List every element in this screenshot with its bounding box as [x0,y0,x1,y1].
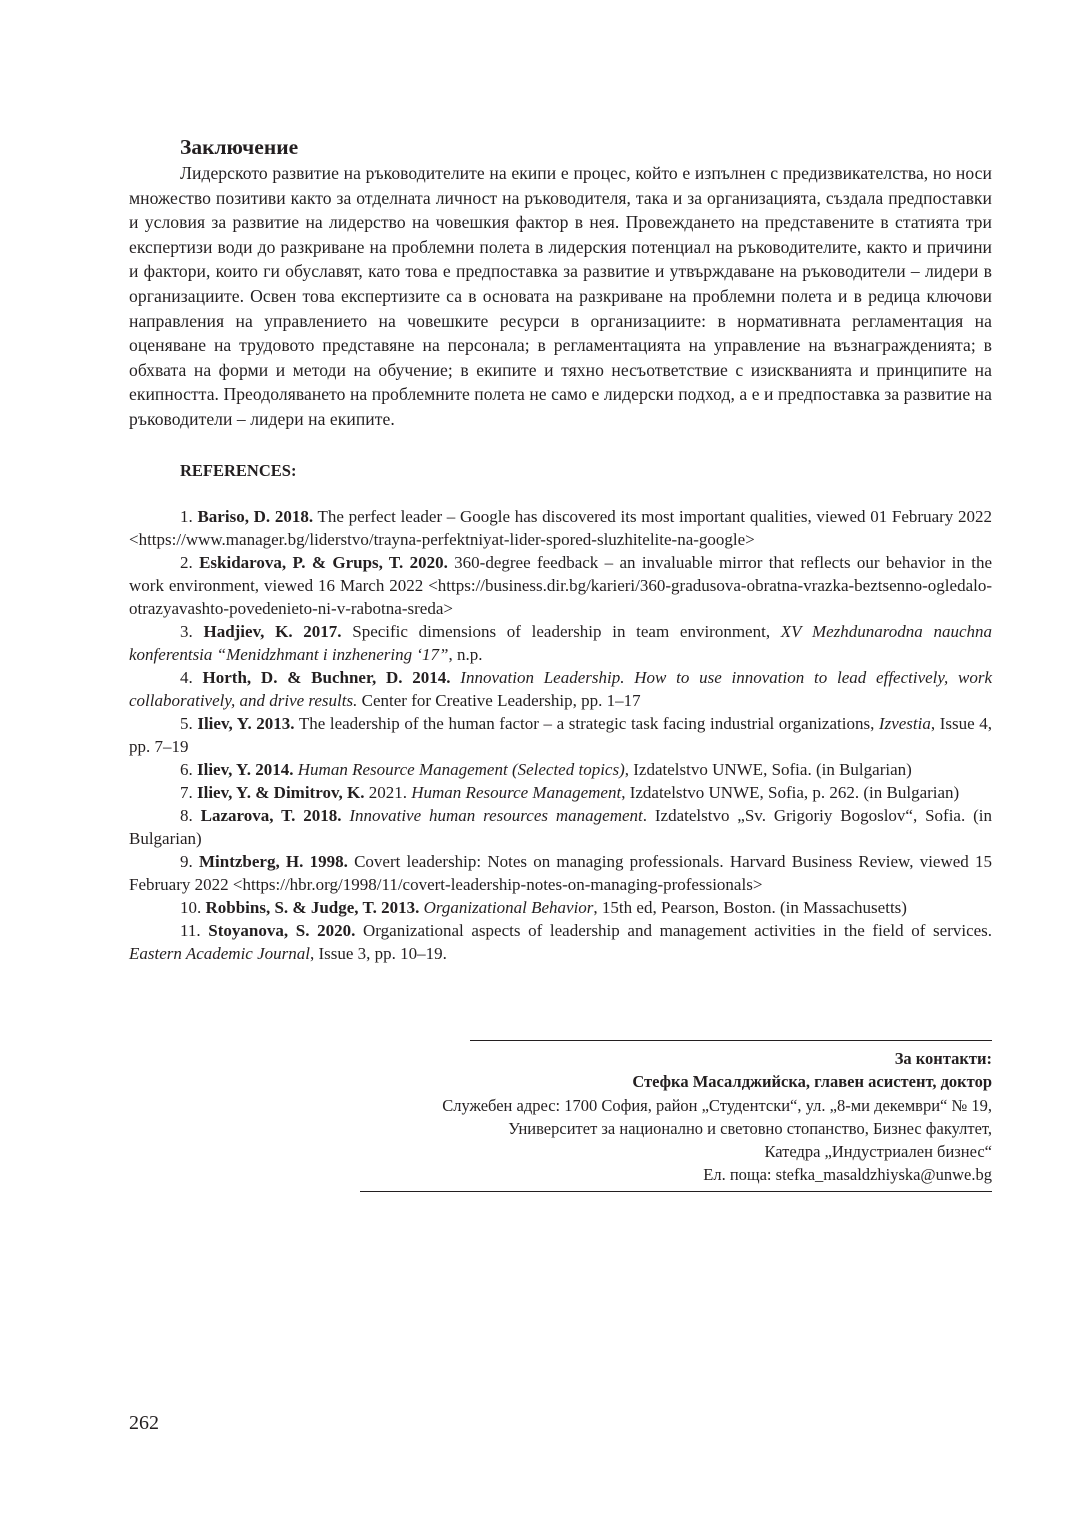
contact-heading: За контакти: [894,1049,992,1068]
reference-number: 2. [180,552,193,572]
reference-number: 8. [180,805,193,825]
reference-details: , Issue 4, pp. 7–19 [129,713,992,756]
reference-authors: Mintzberg, H. 1998. [198,851,348,871]
reference-source: Innovation Leadership. How to use innovation to lead effectively, work collaboratively, and drive results. [129,667,993,710]
reference-authors: Iliev, Y. 2014. [197,759,294,779]
reference-title: 360-degree feedback – an invaluable mirror that reflects our behavior in the work environment, viewed 16 March 2022 <https://business.dir.bg/karieri/360-gradusova-obratna-vrazka-beztsenno-ogledalo-otrazyavashto-povedenieto-ni-v-rabotna-sreda> [129,552,992,618]
reference-source: Human Resource Management (Selected topics) [297,759,625,779]
reference-number: 3. [180,621,193,641]
reference-number: 1. [180,506,193,526]
page-number: 262 [129,1412,159,1434]
reference-item [129,551,992,620]
reference-source: Organizational Behavior [423,897,594,917]
reference-number: 10. [180,897,202,917]
reference-title: The leadership of the human factor – a strategic task facing industrial organizations, [298,713,875,733]
reference-item [129,850,992,896]
reference-title: 2021. [368,782,407,802]
conclusion-paragraph: Лидерското развитие на ръководителите на екипи е процес, който е изпълнен с предизвикателства, но носи множество позитиви както за отделната личност на ръководителя, така и за организацията, създала предпоставки и условия за развитие на лидерство на човешкия фактор в нея. Провеждането на представените в статията три експертизи води до разкриване на проблемни полета в лидерския потенциал на ръководителите, както и причини и фактори, които ги обуславят, като това е предпоставка за развитие и утвърждаване на ръководители – лидери в организациите. Освен това експертизите са в основата на разкриване на проблемни полета и в редица ключови направления на управлението на човешките ресурси в организациите: в нормативната регламентация на оценяване на трудовото представяне на персонала; в регламентацията на управление на възнагражденията; в обхвата на форми и методи на обучение; в екипите и тяхно несъответствие с изискванията и принципите на екипността. Преодоляването на проблемните полета не само е лидерски подход, а е и предпоставка за развитие на ръководители – лидери на екипите. [129,163,992,429]
reference-title: Covert leadership: Notes on managing professionals. Harvard Business Review, viewed 15 February 2022 <https://hbr.org/1998/11/covert-leadership-notes-on-managing-professionals> [129,851,992,894]
reference-source: Eastern Academic Journal [129,943,310,963]
contact-name: Стефка Масалджийска, главен асистент, доктор [632,1072,992,1092]
reference-item [129,758,992,781]
reference-authors: Iliev, Y. & Dimitrov, K. [197,782,365,802]
contact-top-divider [470,1040,992,1041]
reference-source: Human Resource Management [411,782,622,802]
reference-item [129,620,992,666]
reference-item [129,896,992,919]
contact-block [442,1047,992,1187]
reference-number: 11. [180,920,201,940]
reference-title: Organizational aspects of leadership and management activities in the field of services. [363,920,993,940]
reference-details: , Issue 3, pp. 10–19. [309,943,447,963]
reference-number: 5. [180,713,193,733]
reference-title: Specific dimensions of leadership in team environment, [352,621,771,641]
reference-details: . Izdatelstvo „Sv. Grigoriy Bogoslov“, Sofia. (in Bulgarian) [129,805,992,848]
reference-number: 9. [180,851,193,871]
reference-details: , Izdatelstvo UNWE, Sofia. (in Bulgarian) [624,759,912,779]
reference-authors: Iliev, Y. 2013. [197,713,295,733]
reference-authors: Robbins, S. & Judge, T. 2013. [205,897,420,917]
references-list [129,505,992,965]
reference-item [129,804,992,850]
reference-authors: Bariso, D. 2018. [197,506,314,526]
reference-source: XV Mezhdunarodna nauchna konferentsia “Menidzhmant i inzhenering ‘17” [129,621,993,664]
reference-number: 6. [180,759,193,779]
contact-department: Катедра „Индустриален бизнес“ [764,1142,992,1162]
reference-authors: Stoyanova, S. 2020. [208,920,356,940]
contact-address: Служебен адрес: 1700 София, район „Студентски“, ул. „8-ми декември“ № 19, [442,1095,992,1115]
reference-item [129,666,992,712]
reference-authors: Lazarova, T. 2018. [200,805,342,825]
reference-authors: Horth, D. & Buchner, D. 2014. [202,667,451,687]
reference-details: , Izdatelstvo UNWE, Sofia, p. 262. (in Bulgarian) [621,782,960,802]
contact-university: Университет за национално и световно стопанство, Бизнес факултет, [508,1118,992,1138]
reference-details: , n.p. [448,644,483,664]
reference-item [129,781,992,804]
reference-source: Izvestia [878,713,931,733]
reference-details: , 15th ed, Pearson, Boston. (in Massachusetts) [593,897,907,917]
article-body [129,134,992,965]
reference-details: Center for Creative Leadership, pp. 1–17 [361,690,641,710]
reference-number: 7. [180,782,193,802]
contact-email: Ел. поща: stefka_masaldzhiyska@unwe.bg [703,1165,992,1185]
reference-source: Innovative human resources management [349,805,643,825]
reference-item [129,919,992,965]
reference-authors: Hadjiev, K. 2017. [203,621,342,641]
conclusion-heading: Заключение [180,135,299,159]
reference-title: The perfect leader – Google has discovered its most important qualities, viewed 01 February 2022 <https://www.manager.bg/liderstvo/trayna-perfektniyat-lider-spored-sluzhitelite-na-google> [129,506,992,549]
contact-bottom-divider [360,1191,992,1192]
reference-number: 4. [180,667,193,687]
reference-item [129,505,992,551]
reference-item [129,712,992,758]
references-heading: REFERENCES: [180,460,297,480]
reference-authors: Eskidarova, P. & Grups, T. 2020. [199,552,448,572]
